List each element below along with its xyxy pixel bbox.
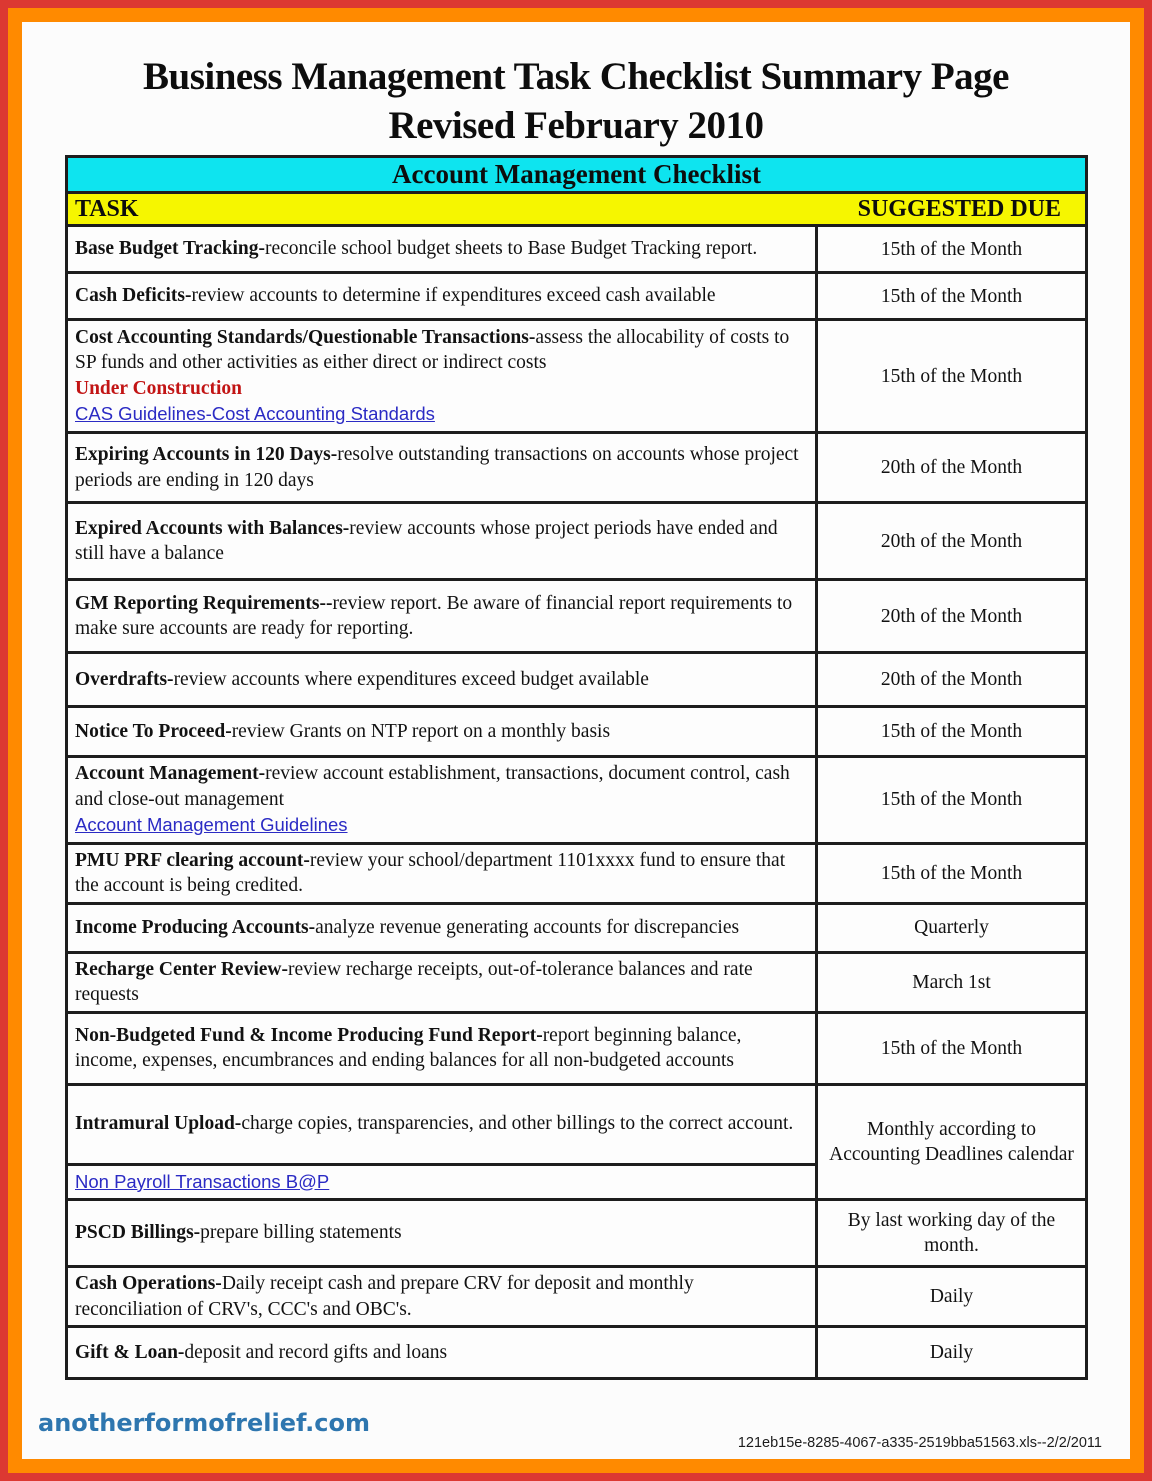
task-link[interactable]: Non Payroll Transactions B@P (75, 1170, 330, 1192)
task-cell (67, 1327, 817, 1379)
table-row (67, 707, 1087, 757)
under-construction-note: Under Construction (75, 377, 243, 399)
table-header-columns-row (67, 193, 1087, 226)
task-description: charge copies, transparencies, and other billings to the correct account. (241, 1113, 794, 1135)
page-title-line2: Revised February 2010 (388, 104, 764, 147)
due-cell: 20th of the Month (817, 503, 1087, 580)
due-cell: 15th of the Month (817, 707, 1087, 757)
task-cell (67, 843, 817, 903)
task-cell (67, 903, 817, 952)
task-description: review report. Be aware of financial report requirements to make sure accounts are ready for reporting. (75, 592, 793, 639)
task-description: review accounts where expenditures exceed budget available (173, 668, 649, 690)
due-cell: 15th of the Month (817, 843, 1087, 903)
task-description: review account establishment, transactions, document control, cash and close-out management (75, 763, 790, 810)
task-cell (67, 1164, 817, 1200)
due-cell: By last working day of the month. (817, 1200, 1087, 1267)
task-cell (67, 707, 817, 757)
task-cell (67, 757, 817, 844)
task-description: deposit and record gifts and loans (184, 1341, 448, 1363)
task-title: Account Management- (75, 763, 266, 784)
task-title: Expiring Accounts in 120 Days- (75, 444, 338, 465)
task-description: prepare billing statements (200, 1222, 402, 1244)
due-cell: Daily (817, 1267, 1087, 1327)
table-row (67, 903, 1087, 952)
task-title: Intramural Upload- (75, 1113, 242, 1135)
task-cell (67, 1200, 817, 1267)
table-row (67, 226, 1087, 273)
table-row (67, 1267, 1087, 1327)
due-cell: 15th of the Month (817, 226, 1087, 273)
footer-file-name: 121eb15e-8285-4067-a335-2519bba51563.xls--2/2/2011 (737, 1435, 1102, 1451)
table-row (67, 843, 1087, 903)
column-header-cell (67, 193, 1087, 226)
task-description: report beginning balance, income, expenses, encumbrances and ending balances for all non-budgeted accounts (75, 1024, 742, 1071)
task-description: analyze revenue generating accounts for discrepancies (315, 916, 740, 938)
task-title: Cash Deficits- (75, 285, 192, 307)
table-row (67, 1012, 1087, 1084)
table-row (67, 1327, 1087, 1379)
due-cell: Quarterly (817, 903, 1087, 952)
task-title: PSCD Billings- (75, 1222, 201, 1244)
table-row (67, 952, 1087, 1012)
task-description: review accounts whose project periods have ended and still have a balance (75, 517, 778, 564)
table-row (67, 320, 1087, 433)
table-row (67, 503, 1087, 580)
task-cell (67, 320, 817, 433)
due-cell: March 1st (817, 952, 1087, 1012)
task-cell (67, 273, 817, 320)
page-title-line1: Business Management Task Checklist Summary Page (143, 55, 1009, 98)
page-frame (8, 8, 1144, 1473)
task-cell (67, 1084, 817, 1164)
task-title: PMU PRF clearing account- (75, 849, 310, 871)
due-cell: 20th of the Month (817, 653, 1087, 707)
table-title-cell: Account Management Checklist (67, 157, 1087, 193)
task-cell (67, 580, 817, 653)
task-title: Income Producing Accounts- (75, 916, 316, 938)
due-cell: 15th of the Month (817, 757, 1087, 844)
document-page (22, 22, 1130, 1459)
task-description: resolve outstanding transactions on accounts whose project periods are ending in 120 days (75, 444, 799, 491)
task-link[interactable]: CAS Guidelines-Cost Accounting Standards (75, 403, 435, 424)
task-title: GM Reporting Requirements-- (75, 592, 333, 614)
task-link[interactable]: Account Management Guidelines (75, 814, 348, 835)
page-title (22, 52, 1130, 150)
column-header-task: TASK (75, 195, 139, 222)
table-row (67, 1200, 1087, 1267)
task-title: Cost Accounting Standards/Questionable Transactions- (75, 326, 536, 348)
due-cell: 20th of the Month (817, 433, 1087, 503)
task-cell (67, 226, 817, 273)
column-header-due: SUGGESTED DUE (857, 195, 1061, 222)
task-description: assess the allocability of costs to SP funds and other activities as either direct or indirect costs (75, 326, 790, 373)
table-row (67, 433, 1087, 503)
due-cell: 20th of the Month (817, 580, 1087, 653)
due-cell: Daily (817, 1327, 1087, 1379)
task-title: Overdrafts- (75, 668, 174, 690)
table-row (67, 653, 1087, 707)
task-description: reconcile school budget sheets to Base Budget Tracking report. (264, 238, 758, 260)
checklist-table-body (67, 157, 1087, 1379)
task-title: Cash Operations- (75, 1273, 222, 1294)
checklist-table (65, 155, 1088, 1380)
task-cell (67, 503, 817, 580)
task-description: review your school/department 1101xxxx fund to ensure that the account is being credited. (75, 849, 786, 896)
table-row (67, 757, 1087, 844)
task-cell (67, 1267, 817, 1327)
task-title: Non-Budgeted Fund & Income Producing Fund Report- (75, 1024, 543, 1046)
task-title: Gift & Loan- (75, 1341, 185, 1363)
table-header-title-row (67, 157, 1087, 193)
task-cell (67, 1012, 817, 1084)
task-title: Expired Accounts with Balances- (75, 517, 350, 539)
task-cell (67, 952, 817, 1012)
task-cell (67, 653, 817, 707)
task-description: review Grants on NTP report on a monthly basis (231, 720, 611, 742)
task-title: Base Budget Tracking- (75, 238, 265, 260)
task-title: Notice To Proceed- (75, 720, 232, 742)
table-row (67, 1084, 1087, 1164)
due-cell: 15th of the Month (817, 273, 1087, 320)
table-row (67, 580, 1087, 653)
task-description: Daily receipt cash and prepare CRV for deposit and monthly reconciliation of CRV's, CCC's and OBC's. (75, 1273, 694, 1320)
due-cell: 15th of the Month (817, 320, 1087, 433)
task-description: review accounts to determine if expenditures exceed cash available (191, 285, 716, 307)
table-row (67, 273, 1087, 320)
due-cell: 15th of the Month (817, 1012, 1087, 1084)
task-description: review recharge receipts, out-of-tolerance balances and rate requests (75, 958, 753, 1005)
task-title: Recharge Center Review- (75, 958, 288, 980)
due-cell: Monthly according to Accounting Deadlines calendar (817, 1084, 1087, 1200)
task-cell (67, 433, 817, 503)
footer-site-link[interactable]: anotherformofrelief.com (38, 1409, 370, 1437)
